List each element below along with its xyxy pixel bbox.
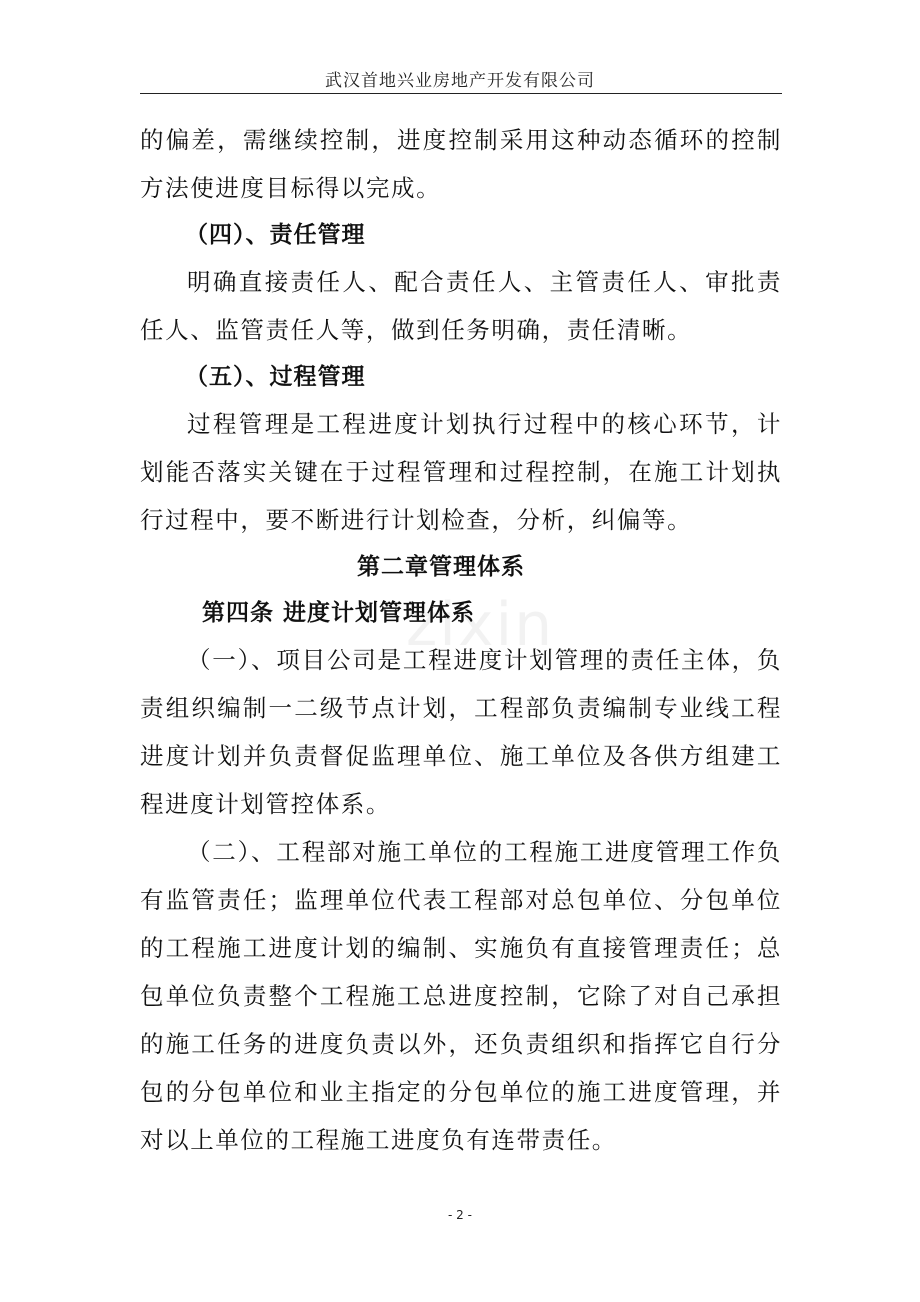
header-divider (140, 93, 782, 94)
watermark: zixin (405, 590, 555, 660)
page-header-company: 武汉首地兴业房地产开发有限公司 (325, 71, 595, 91)
section-heading-process: （五）、过程管理 (185, 364, 366, 390)
chapter-title: 第二章管理体系 (357, 554, 525, 580)
page-number: - 2 - (448, 1208, 472, 1222)
article-title: 第四条 进度计划管理体系 (202, 600, 476, 626)
paragraph-responsibility: 明确直接责任人、配合责任人、主管责任人、审批责任人、监管责任人等，做到任务明确，责任清晰。 (140, 268, 782, 344)
paragraph-item-one: （一）、项目公司是工程进度计划管理的责任主体，负责组织编制一二级节点计划，工程部负责编制专业线工程进度计划并负责督促监理单位、施工单位及各供方组建工程进度计划管控体系。 (140, 646, 782, 818)
paragraph-continuation: 的偏差，需继续控制，进度控制采用这种动态循环的控制方法使进度目标得以完成。 (140, 126, 782, 202)
paragraph-item-two: （二）、工程部对施工单位的工程施工进度管理工作负有监管责任；监理单位代表工程部对总包单位、分包单位的工程施工进度计划的编制、实施负有直接管理责任；总包单位负责整个工程施工总进度控制，它除了对自己承担的施工任务的进度负责以外，还负责组织和指挥它自行分包的分包单位和业主指定的分包单位的施工进度管理，并对以上单位的工程施工进度负有连带责任。 (140, 838, 782, 1154)
section-heading-responsibility: （四）、责任管理 (185, 222, 366, 248)
document-body (140, 116, 782, 1164)
paragraph-process: 过程管理是工程进度计划执行过程中的核心环节，计划能否落实关键在于过程管理和过程控制，在施工计划执行过程中，要不断进行计划检查，分析，纠偏等。 (140, 410, 782, 534)
